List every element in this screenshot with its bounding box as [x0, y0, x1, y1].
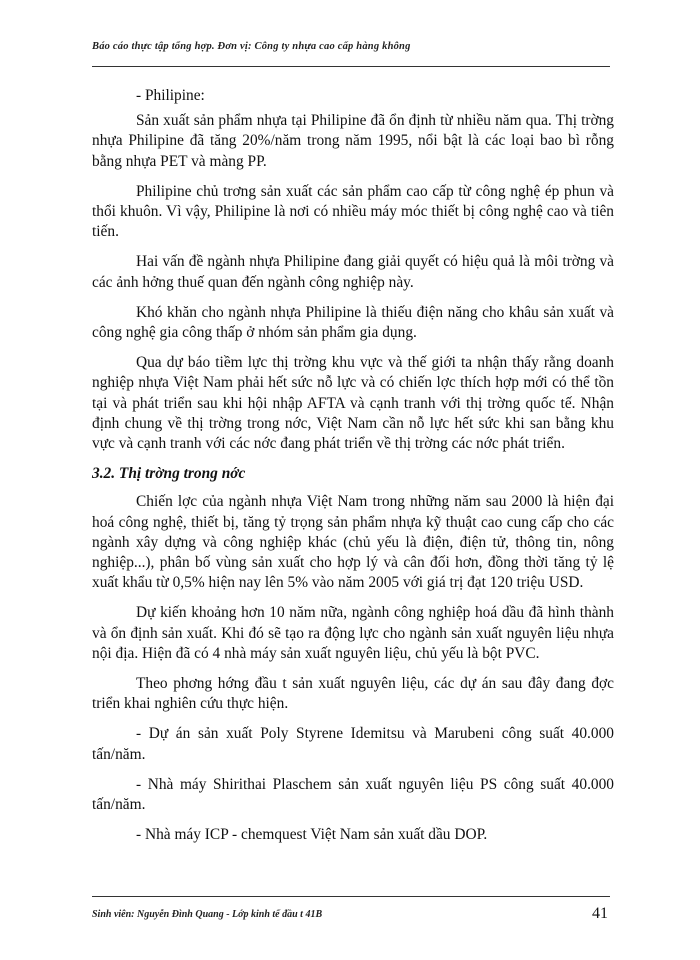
paragraph: Sản xuất sản phẩm nhựa tại Philipine đã ổn định từ nhiều năm qua. Thị trờng nhựa Philipine đã tăng 20%/năm trong năm 1995, nổi bật là các loại bao bì rỗng bằng nhựa PET và màng PP.: [92, 112, 614, 170]
document-body: [92, 86, 614, 856]
list-item: - Dự án sản xuất Poly Styrene Idemitsu và Marubeni công suất 40.000 tấn/năm.: [92, 725, 614, 763]
paragraph: Dự kiến khoảng hơn 10 năm nữa, ngành công nghiệp hoá dầu đã hình thành và ổn định sản xuất. Khi đó sẽ tạo ra động lực cho ngành sản xuất nguyên liệu nhựa nội địa. Hiện đã có 4 nhà máy sản xuất nguyên liệu, chủ yếu là bột PVC.: [92, 604, 614, 662]
page-header: Báo cáo thực tập tổng hợp. Đơn vị: Công ty nhựa cao cấp hàng không: [92, 41, 411, 52]
paragraph: Chiến lợc của ngành nhựa Việt Nam trong những năm sau 2000 là hiện đại hoá công nghệ, thiết bị, tăng tỷ trọng sản phẩm nhựa kỹ thuật cao cung cấp cho các ngành xây dựng và công nghiệp khác (chủ yếu là điện, điện tử, thông tin, nông nghiệp...), phân bố vùng sản xuất cho hợp lý và cân đối hơn, đồng thời tăng tỷ lệ xuất khẩu từ 0,5% hiện nay lên 5% vào năm 2005 với giá trị đạt 120 triệu USD.: [92, 493, 614, 592]
paragraph: Khó khăn cho ngành nhựa Philipine là thiếu điện năng cho khâu sản xuất và công nghệ gia công thấp ở nhóm sản phẩm gia dụng.: [92, 303, 614, 342]
footer-divider: [92, 896, 610, 897]
paragraph: Hai vấn đề ngành nhựa Philipine đang giải quyết có hiệu quả là môi trờng và các ảnh hởng thuế quan đến ngành công nghiệp này.: [92, 253, 614, 291]
page-number: 41: [592, 905, 608, 922]
paragraph: Qua dự báo tiềm lực thị trờng khu vực và thế giới ta nhận thấy rằng doanh nghiệp nhựa Việt Nam phải hết sức nỗ lực và có chiến lợc thích hợp mới có thể tồn tại và phát triển sau khi hội nhập AFTA và cạnh tranh với thị trờng quốc tế. Nhận định chung về thị trờng trong nớc, Việt Nam cần nỗ lực hết sức khi san bằng khu vực và cạnh tranh với các nớc đang phát triển về thị trờng các nớc phát triển.: [92, 354, 614, 453]
paragraph: Theo phơng hớng đầu t sản xuất nguyên liệu, các dự án sau đây đang đợc triển khai nghiên cứu thực hiện.: [92, 675, 614, 713]
list-item: - Nhà máy Shirithai Plaschem sản xuất nguyên liệu PS công suất 40.000 tấn/năm.: [92, 775, 614, 814]
paragraph: Philipine chủ trơng sản xuất các sản phẩm cao cấp từ công nghệ ép phun và thổi khuôn. Vì vậy, Philipine là nơi có nhiều máy móc thiết bị công nghệ cao và tiên tiến.: [92, 182, 614, 241]
paragraph-philipine-label: - Philipine:: [136, 87, 205, 104]
page-footer: Sinh viên: Nguyễn Đình Quang - Lớp kinh tế đầu t 41B: [92, 909, 323, 920]
list-item: - Nhà máy ICP - chemquest Việt Nam sản xuất dầu DOP.: [136, 826, 488, 844]
section-heading: 3.2. Thị trờng trong nớc: [92, 465, 246, 483]
header-divider: [92, 66, 610, 67]
